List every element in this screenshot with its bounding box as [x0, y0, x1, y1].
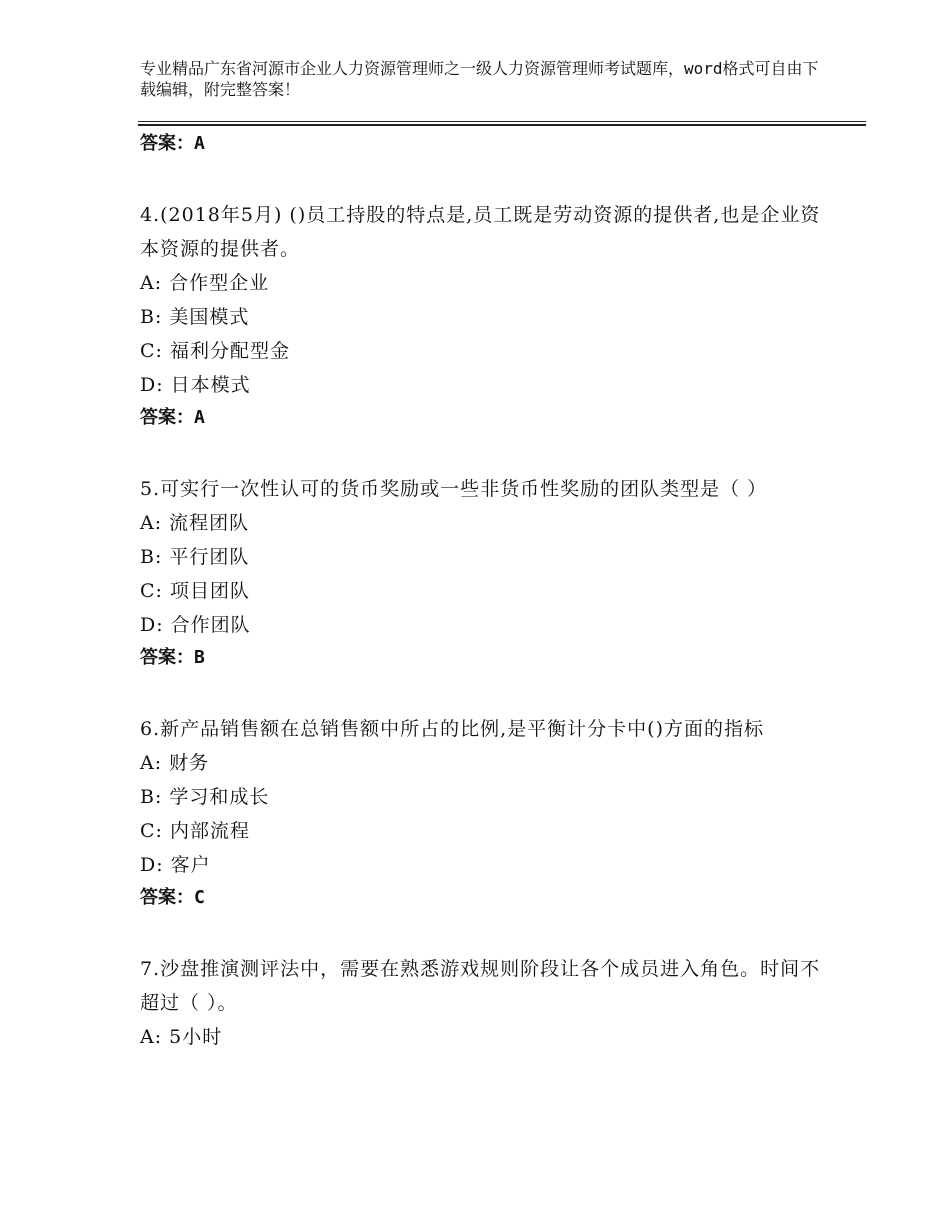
- option-d: D: 客户: [140, 854, 211, 876]
- option-a: A: 财务: [140, 752, 210, 774]
- question-text: 7.沙盘推演测评法中，需要在熟悉游戏规则阶段让各个成员进入角色。时间不超过（ ）。: [140, 958, 821, 1014]
- question-block: [140, 472, 830, 674]
- option-c: C: 项目团队: [140, 580, 250, 602]
- question-list: [140, 128, 830, 1054]
- option-d: D: 日本模式: [140, 374, 251, 396]
- header-divider-thick: [138, 124, 866, 126]
- answer-line: 答案：C: [140, 887, 205, 908]
- option-a: A: 合作型企业: [140, 272, 270, 294]
- option-a: A: 流程团队: [140, 512, 250, 534]
- answer-line: 答案：B: [140, 647, 205, 668]
- header-title: 专业精品广东省河源市企业人力资源管理师之一级人力资源管理师考试题库，word格式可自由下载编辑，附完整答案！: [140, 59, 819, 99]
- option-d: D: 合作团队: [140, 614, 251, 636]
- question-block: [140, 712, 830, 914]
- question-block: [140, 198, 830, 434]
- option-b: B: 美国模式: [140, 306, 250, 328]
- question-text: 4.(2018年5月) ()员工持股的特点是,员工既是劳动资源的提供者,也是企业资本资源的提供者。: [140, 204, 821, 260]
- answer-line: 答案：A: [140, 407, 205, 428]
- document-header: [140, 58, 820, 100]
- option-b: B: 平行团队: [140, 546, 250, 568]
- header-divider: [138, 121, 866, 122]
- option-c: C: 福利分配型金: [140, 340, 290, 362]
- question-text: 5.可实行一次性认可的货币奖励或一些非货币性奖励的团队类型是（ ）: [140, 478, 768, 500]
- question-text: 6.新产品销售额在总销售额中所占的比例,是平衡计分卡中()方面的指标: [140, 718, 764, 740]
- option-c: C: 内部流程: [140, 820, 250, 842]
- option-a: A: 5小时: [140, 1026, 223, 1048]
- answer-line: 答案：A: [140, 133, 205, 154]
- option-b: B: 学习和成长: [140, 786, 270, 808]
- question-block: [140, 952, 830, 1054]
